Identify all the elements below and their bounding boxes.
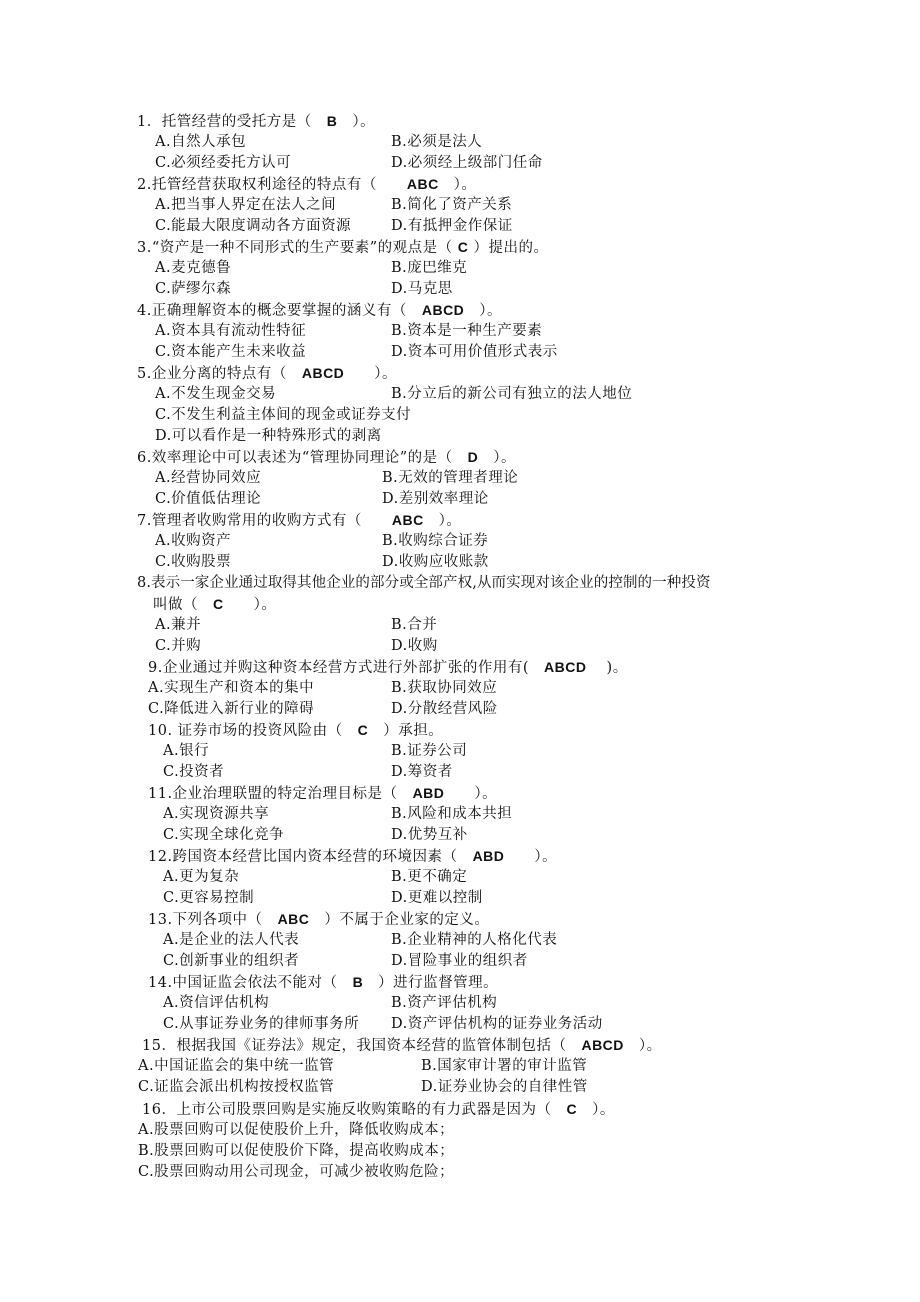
option-c: C.证监会派出机构按授权监管 (138, 1079, 335, 1095)
option-d: D.优势互补 (391, 827, 468, 843)
answer-mark: ABCD (421, 302, 465, 318)
question-text: 16．上市公司股票回购是实施反收购策略的有力武器是因为（ (142, 1102, 567, 1118)
option-c: C.创新事业的组织者 (163, 953, 300, 969)
answer-mark: D (467, 449, 479, 465)
question-8 (137, 573, 711, 594)
question-text-tail: ）。 (423, 513, 462, 529)
option-a: A.自然人承包 (155, 134, 247, 150)
option-b: B.获取协同效应 (391, 680, 498, 696)
question-text-tail: ）。 (337, 114, 376, 130)
option-b: B.国家审计署的审计监管 (421, 1058, 588, 1074)
option-a: A.股票回购可以促使股价上升，降低收购成本； (138, 1122, 455, 1138)
option-a: A.银行 (163, 743, 210, 759)
question-text: 10. 证券市场的投资风险由（ (148, 723, 358, 739)
option-b: B.资产评估机构 (391, 995, 498, 1011)
option-a: A.中国证监会的集中统一监管 (138, 1058, 335, 1074)
option-c: C.实现全球化竞争 (163, 827, 285, 843)
question-3 (137, 237, 549, 258)
option-b: B.更不确定 (391, 869, 468, 885)
option-b: B.合并 (391, 617, 438, 633)
option-d: D.收购 (391, 638, 438, 654)
question-5 (137, 363, 397, 384)
question-4 (137, 300, 502, 321)
option-c: C.萨缪尔森 (155, 281, 232, 297)
answer-mark: B (352, 974, 364, 990)
question-text: 15．根据我国《证券法》规定，我国资本经营的监管体制包括（ (142, 1038, 582, 1054)
option-c: C.并购 (155, 638, 202, 654)
question-text: 6.效率理论中可以表述为“管理协同理论”的是（ (137, 450, 468, 466)
question-text: 2.托管经营获取权利途径的特点有（ (137, 177, 407, 193)
option-b: B.证券公司 (391, 743, 468, 759)
option-b: B.企业精神的人格化代表 (391, 932, 558, 948)
question-text: 叫做（ (153, 597, 213, 613)
question-text-tail: ）。 (438, 177, 477, 193)
question-13 (148, 909, 489, 930)
question-7 (137, 510, 461, 531)
question-9 (148, 657, 628, 678)
question-text-tail: ）承担。 (368, 723, 444, 739)
question-text-tail: ）。 (478, 450, 517, 466)
answer-mark: ABCD (581, 1037, 624, 1053)
answer-mark: C (566, 1101, 578, 1117)
question-text-tail: ）。 (623, 1038, 662, 1054)
question-text: 9.企业通过并购这种资本经营方式进行外部扩张的作用有( (148, 660, 544, 676)
option-d: D.可以看作是一种特殊形式的剥离 (155, 428, 382, 444)
option-b: B.简化了资产关系 (391, 197, 513, 213)
option-d: D.冒险事业的组织者 (391, 953, 528, 969)
question-text: 1．托管经营的受托方是（ (137, 114, 327, 130)
option-a: A.更为复杂 (163, 869, 240, 885)
option-d: D.分散经营风险 (391, 701, 498, 717)
question-text: 5.企业分离的特点有（ (137, 366, 302, 382)
answer-mark: ABC (277, 911, 310, 927)
question-text-tail: ）。 (504, 849, 558, 865)
answer-mark: C (213, 596, 224, 612)
question-text-tail: ）。 (344, 366, 398, 382)
question-text: 7.管理者收购常用的收购方式有（ (137, 513, 392, 529)
option-d: D.证券业协会的自律性管 (421, 1079, 588, 1095)
option-c: C.不发生利益主体间的现金或证券支付 (155, 407, 412, 423)
answer-mark: ABC (406, 176, 439, 192)
question-text-tail: ）提出的。 (468, 240, 549, 256)
answer-mark: ABC (391, 512, 424, 528)
option-d: D.收购应收账款 (382, 554, 489, 570)
question-11 (148, 783, 497, 804)
option-d: D.必须经上级部门任命 (391, 155, 543, 171)
option-a: A.实现资源共享 (163, 806, 270, 822)
option-c: C.价值低估理论 (155, 491, 262, 507)
question-text-tail: ）。 (464, 303, 503, 319)
answer-mark: ABCD (544, 659, 587, 675)
question-15 (142, 1035, 662, 1056)
question-text-tail: )。 (586, 660, 628, 676)
answer-mark: C (357, 722, 369, 738)
option-c: C.资本能产生未来收益 (155, 344, 307, 360)
question-6 (137, 447, 516, 468)
option-a: A.不发生现金交易 (155, 386, 277, 402)
option-b: B.分立后的新公司有独立的法人地位 (391, 386, 633, 402)
question-text: 14.中国证监会依法不能对（ (148, 975, 353, 991)
option-a: A.是企业的法人代表 (163, 932, 300, 948)
option-b: B.股票回购可以促使股价下降，提高收购成本； (138, 1143, 455, 1159)
option-d: D.有抵押金作保证 (391, 218, 513, 234)
option-c: C.从事证券业务的律师事务所 (163, 1016, 360, 1032)
question-8-continued (153, 594, 276, 615)
option-d: D.筹资者 (391, 764, 453, 780)
option-c: C.必须经委托方认可 (155, 155, 292, 171)
question-text: 3.“资产是一种不同形式的生产要素”的观点是（ (137, 240, 458, 256)
question-text-tail: ）。 (444, 786, 498, 802)
option-d: D.资本可用价值形式表示 (391, 344, 558, 360)
option-a: A.实现生产和资本的集中 (148, 680, 315, 696)
option-a: A.资信评估机构 (163, 995, 270, 1011)
question-text-tail: ）。 (577, 1102, 615, 1118)
option-b: B.收购综合证券 (382, 533, 489, 549)
option-a: A.经营协同效应 (155, 470, 262, 486)
option-c: C.更容易控制 (163, 890, 255, 906)
question-text: 11.企业治理联盟的特定治理目标是（ (148, 786, 413, 802)
question-text-tail: ）不属于企业家的定义。 (309, 912, 490, 928)
question-text: 13.下列各项中（ (148, 912, 278, 928)
question-1 (137, 111, 375, 132)
answer-mark: ABD (412, 785, 445, 801)
option-c: C.能最大限度调动各方面资源 (155, 218, 352, 234)
question-10 (148, 720, 443, 741)
option-c: C.收购股票 (155, 554, 232, 570)
option-b: B.资本是一种生产要素 (391, 323, 543, 339)
question-text: 12.跨国资本经营比国内资本经营的环境因素（ (148, 849, 473, 865)
question-14 (148, 972, 498, 993)
question-text: 8.表示一家企业通过取得其他企业的部分或全部产权,从而实现对该企业的控制的一种投资 (137, 575, 711, 591)
option-c: C.投资者 (163, 764, 225, 780)
option-a: A.麦克德鲁 (155, 260, 232, 276)
question-text-tail: ）。 (223, 597, 277, 613)
option-d: D.差别效率理论 (382, 491, 489, 507)
answer-mark: ABCD (301, 365, 345, 381)
option-c: C.降低进入新行业的障碍 (148, 701, 315, 717)
option-b: B.庞巴维克 (391, 260, 468, 276)
option-a: A.兼并 (155, 617, 202, 633)
option-b: B.必须是法人 (391, 134, 483, 150)
question-16 (142, 1099, 615, 1120)
option-d: D.马克思 (391, 281, 453, 297)
option-b: B.风险和成本共担 (391, 806, 513, 822)
answer-mark: B (326, 113, 338, 129)
option-b: B.无效的管理者理论 (382, 470, 519, 486)
option-c: C.股票回购动用公司现金，可减少被收购危险； (138, 1164, 455, 1180)
option-a: A.收购资产 (155, 533, 232, 549)
option-d: D.更难以控制 (391, 890, 483, 906)
answer-mark: ABD (472, 848, 505, 864)
option-a: A.把当事人界定在法人之间 (155, 197, 337, 213)
question-2 (137, 174, 476, 195)
question-text-tail: ）进行监督管理。 (363, 975, 499, 991)
answer-mark: C (457, 239, 469, 255)
option-d: D.资产评估机构的证券业务活动 (391, 1016, 603, 1032)
question-12 (148, 846, 557, 867)
option-a: A.资本具有流动性特征 (155, 323, 307, 339)
question-text: 4.正确理解资本的概念要掌握的涵义有（ (137, 303, 422, 319)
